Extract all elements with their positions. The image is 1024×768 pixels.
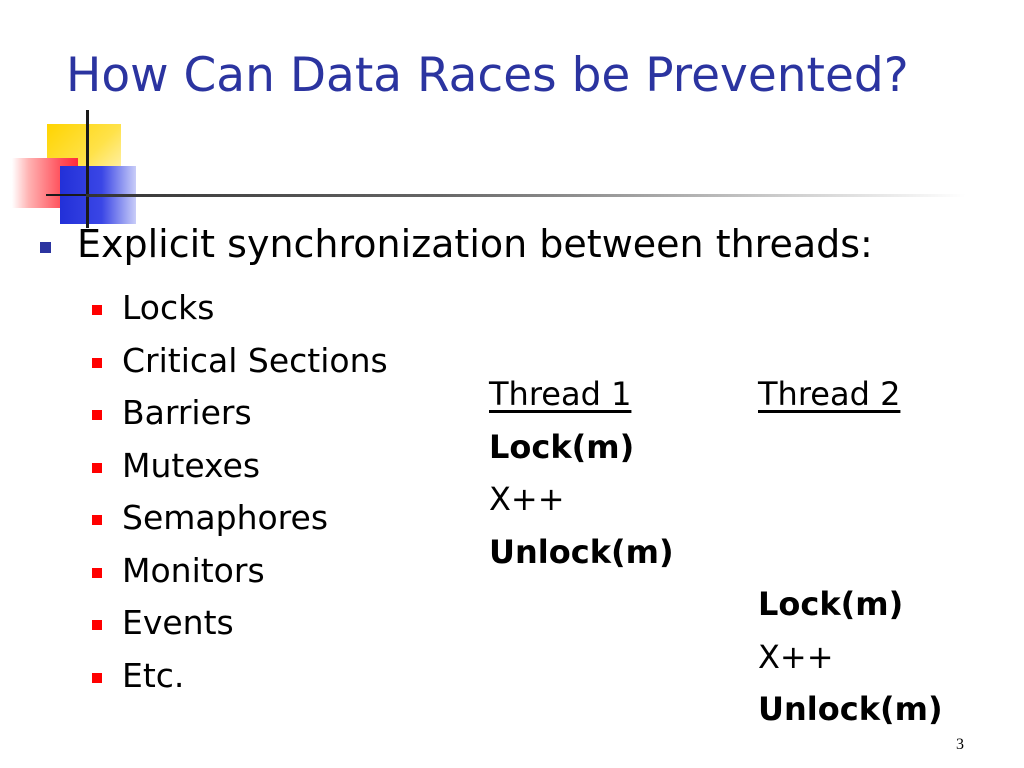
sub-bullet-text: Semaphores bbox=[122, 498, 329, 538]
bullet-square-icon bbox=[92, 305, 102, 315]
bullet-square-icon bbox=[40, 242, 51, 253]
sub-bullet-item bbox=[92, 650, 388, 703]
sub-bullet-list bbox=[92, 282, 388, 702]
slide-title: How Can Data Races be Prevented? bbox=[66, 48, 909, 103]
thread-1-header: Thread 1 bbox=[489, 375, 632, 413]
sub-bullet-text: Critical Sections bbox=[122, 340, 388, 380]
thread-2-spacer bbox=[758, 421, 943, 474]
bullet-square-icon bbox=[92, 410, 102, 420]
thread-1-unlock: Unlock(m) bbox=[489, 532, 674, 571]
thread-2-lock: Lock(m) bbox=[758, 585, 904, 623]
sub-bullet-text: Etc. bbox=[122, 655, 185, 695]
thread-2-spacer bbox=[758, 526, 943, 579]
sub-bullet-text: Mutexes bbox=[122, 445, 261, 485]
page-number: 3 bbox=[956, 736, 964, 753]
sub-bullet-text: Locks bbox=[122, 288, 215, 328]
thread-2-unlock: Unlock(m) bbox=[758, 690, 943, 728]
bullet-square-icon bbox=[92, 673, 102, 683]
title-divider bbox=[86, 194, 966, 197]
thread-1-column bbox=[489, 368, 674, 578]
bullet-square-icon bbox=[92, 620, 102, 630]
sub-bullet-item bbox=[92, 545, 388, 598]
sub-bullet-item bbox=[92, 492, 388, 545]
bullet-square-icon bbox=[92, 568, 102, 578]
bullet-square-icon bbox=[92, 515, 102, 525]
decorative-logo bbox=[0, 110, 160, 230]
thread-2-spacer bbox=[758, 473, 943, 526]
thread-2-op: X++ bbox=[758, 637, 834, 676]
sub-bullet-item bbox=[92, 282, 388, 335]
thread-2-header: Thread 2 bbox=[758, 375, 901, 413]
sub-bullet-text: Barriers bbox=[122, 393, 252, 433]
sub-bullet-item bbox=[92, 335, 388, 388]
bullet-square-icon bbox=[92, 358, 102, 368]
sub-bullet-text: Events bbox=[122, 603, 234, 643]
sub-bullet-item bbox=[92, 387, 388, 440]
bullet-square-icon bbox=[92, 463, 102, 473]
sub-bullet-text: Monitors bbox=[122, 550, 265, 590]
main-bullet bbox=[40, 222, 873, 268]
thread-1-op: X++ bbox=[489, 480, 565, 518]
logo-vertical-line bbox=[86, 110, 89, 228]
sub-bullet-item bbox=[92, 597, 388, 650]
thread-1-lock: Lock(m) bbox=[489, 427, 635, 466]
sub-bullet-item bbox=[92, 440, 388, 493]
main-bullet-text: Explicit synchronization between threads: bbox=[77, 222, 873, 266]
thread-2-column bbox=[758, 368, 943, 736]
